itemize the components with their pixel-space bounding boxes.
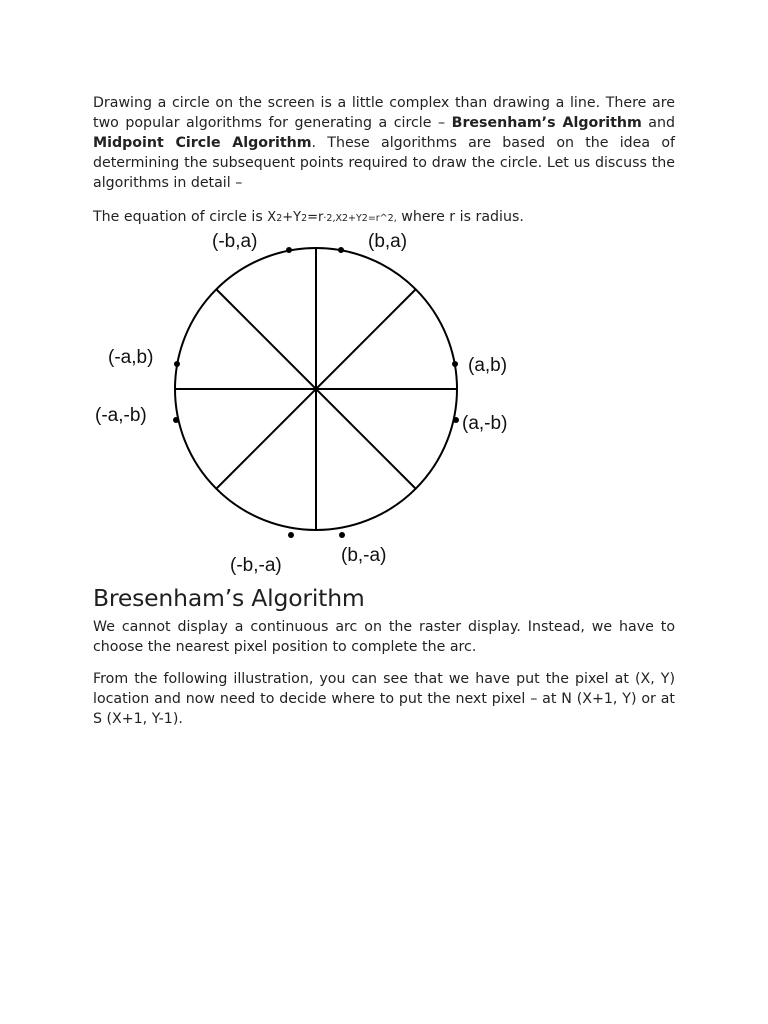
label-neg-a-b: (-a,b) (108, 347, 154, 368)
point-neg-b-a (286, 247, 292, 253)
label-b-a: (b,a) (368, 231, 408, 252)
label-neg-b-neg-a: (-b,-a) (230, 555, 282, 576)
document-page (93, 93, 675, 729)
circle-diagram (93, 229, 675, 583)
label-neg-a-neg-b: (-a,-b) (95, 405, 147, 426)
equation-line (93, 207, 675, 229)
equation-rest: ·2,X2+Y2=r^2, (323, 213, 397, 224)
label-b-neg-a: (b,-a) (341, 545, 387, 566)
equation-plus-y: +Y (282, 210, 302, 225)
equation-eq-r: =r (307, 210, 324, 225)
intro-text-2: . These algorithms are based on the idea of determining the subsequent points required to draw the circle. Let us discuss the algorithms in detail – (93, 135, 675, 191)
equation-sub-2: 2 (301, 213, 308, 224)
intro-paragraph (93, 93, 675, 193)
midpoint-bold: Midpoint Circle Algorithm (93, 135, 312, 151)
label-neg-b-a: (-b,a) (212, 231, 258, 252)
point-neg-a-b (174, 361, 180, 367)
equation-sub-1: 2 (276, 213, 283, 224)
equation-x: X (267, 210, 277, 225)
point-neg-a-neg-b (173, 417, 179, 423)
circle-diagram-svg (0, 229, 768, 583)
equation-suffix: where r is radius. (396, 209, 524, 225)
point-b-a (338, 247, 344, 253)
point-neg-b-neg-a (288, 532, 294, 538)
point-a-b (452, 361, 458, 367)
label-a-b: (a,b) (468, 355, 508, 376)
section-heading: Bresenham’s Algorithm (93, 584, 365, 612)
bresenham-bold: Bresenham’s Algorithm (451, 115, 642, 131)
intro-and: and (648, 115, 675, 131)
section-paragraph-1: We cannot display a continuous arc on the raster display. Instead, we have to choose the nearest pixel position to complete the arc. (93, 619, 675, 655)
intro-text-1: Drawing a circle on the screen is a little complex than drawing a line. There are two popular algorithms for generating a circle – (93, 95, 675, 131)
label-a-neg-b: (a,-b) (462, 413, 508, 434)
section-paragraph-2: From the following illustration, you can see that we have put the pixel at (X, Y) location and now need to decide where to put the next pixel – at N (X+1, Y) or at S (X+1, Y-1). (93, 671, 675, 727)
equation-prefix: The equation of circle is (93, 209, 268, 225)
point-b-neg-a (339, 532, 345, 538)
point-a-neg-b (453, 417, 459, 423)
